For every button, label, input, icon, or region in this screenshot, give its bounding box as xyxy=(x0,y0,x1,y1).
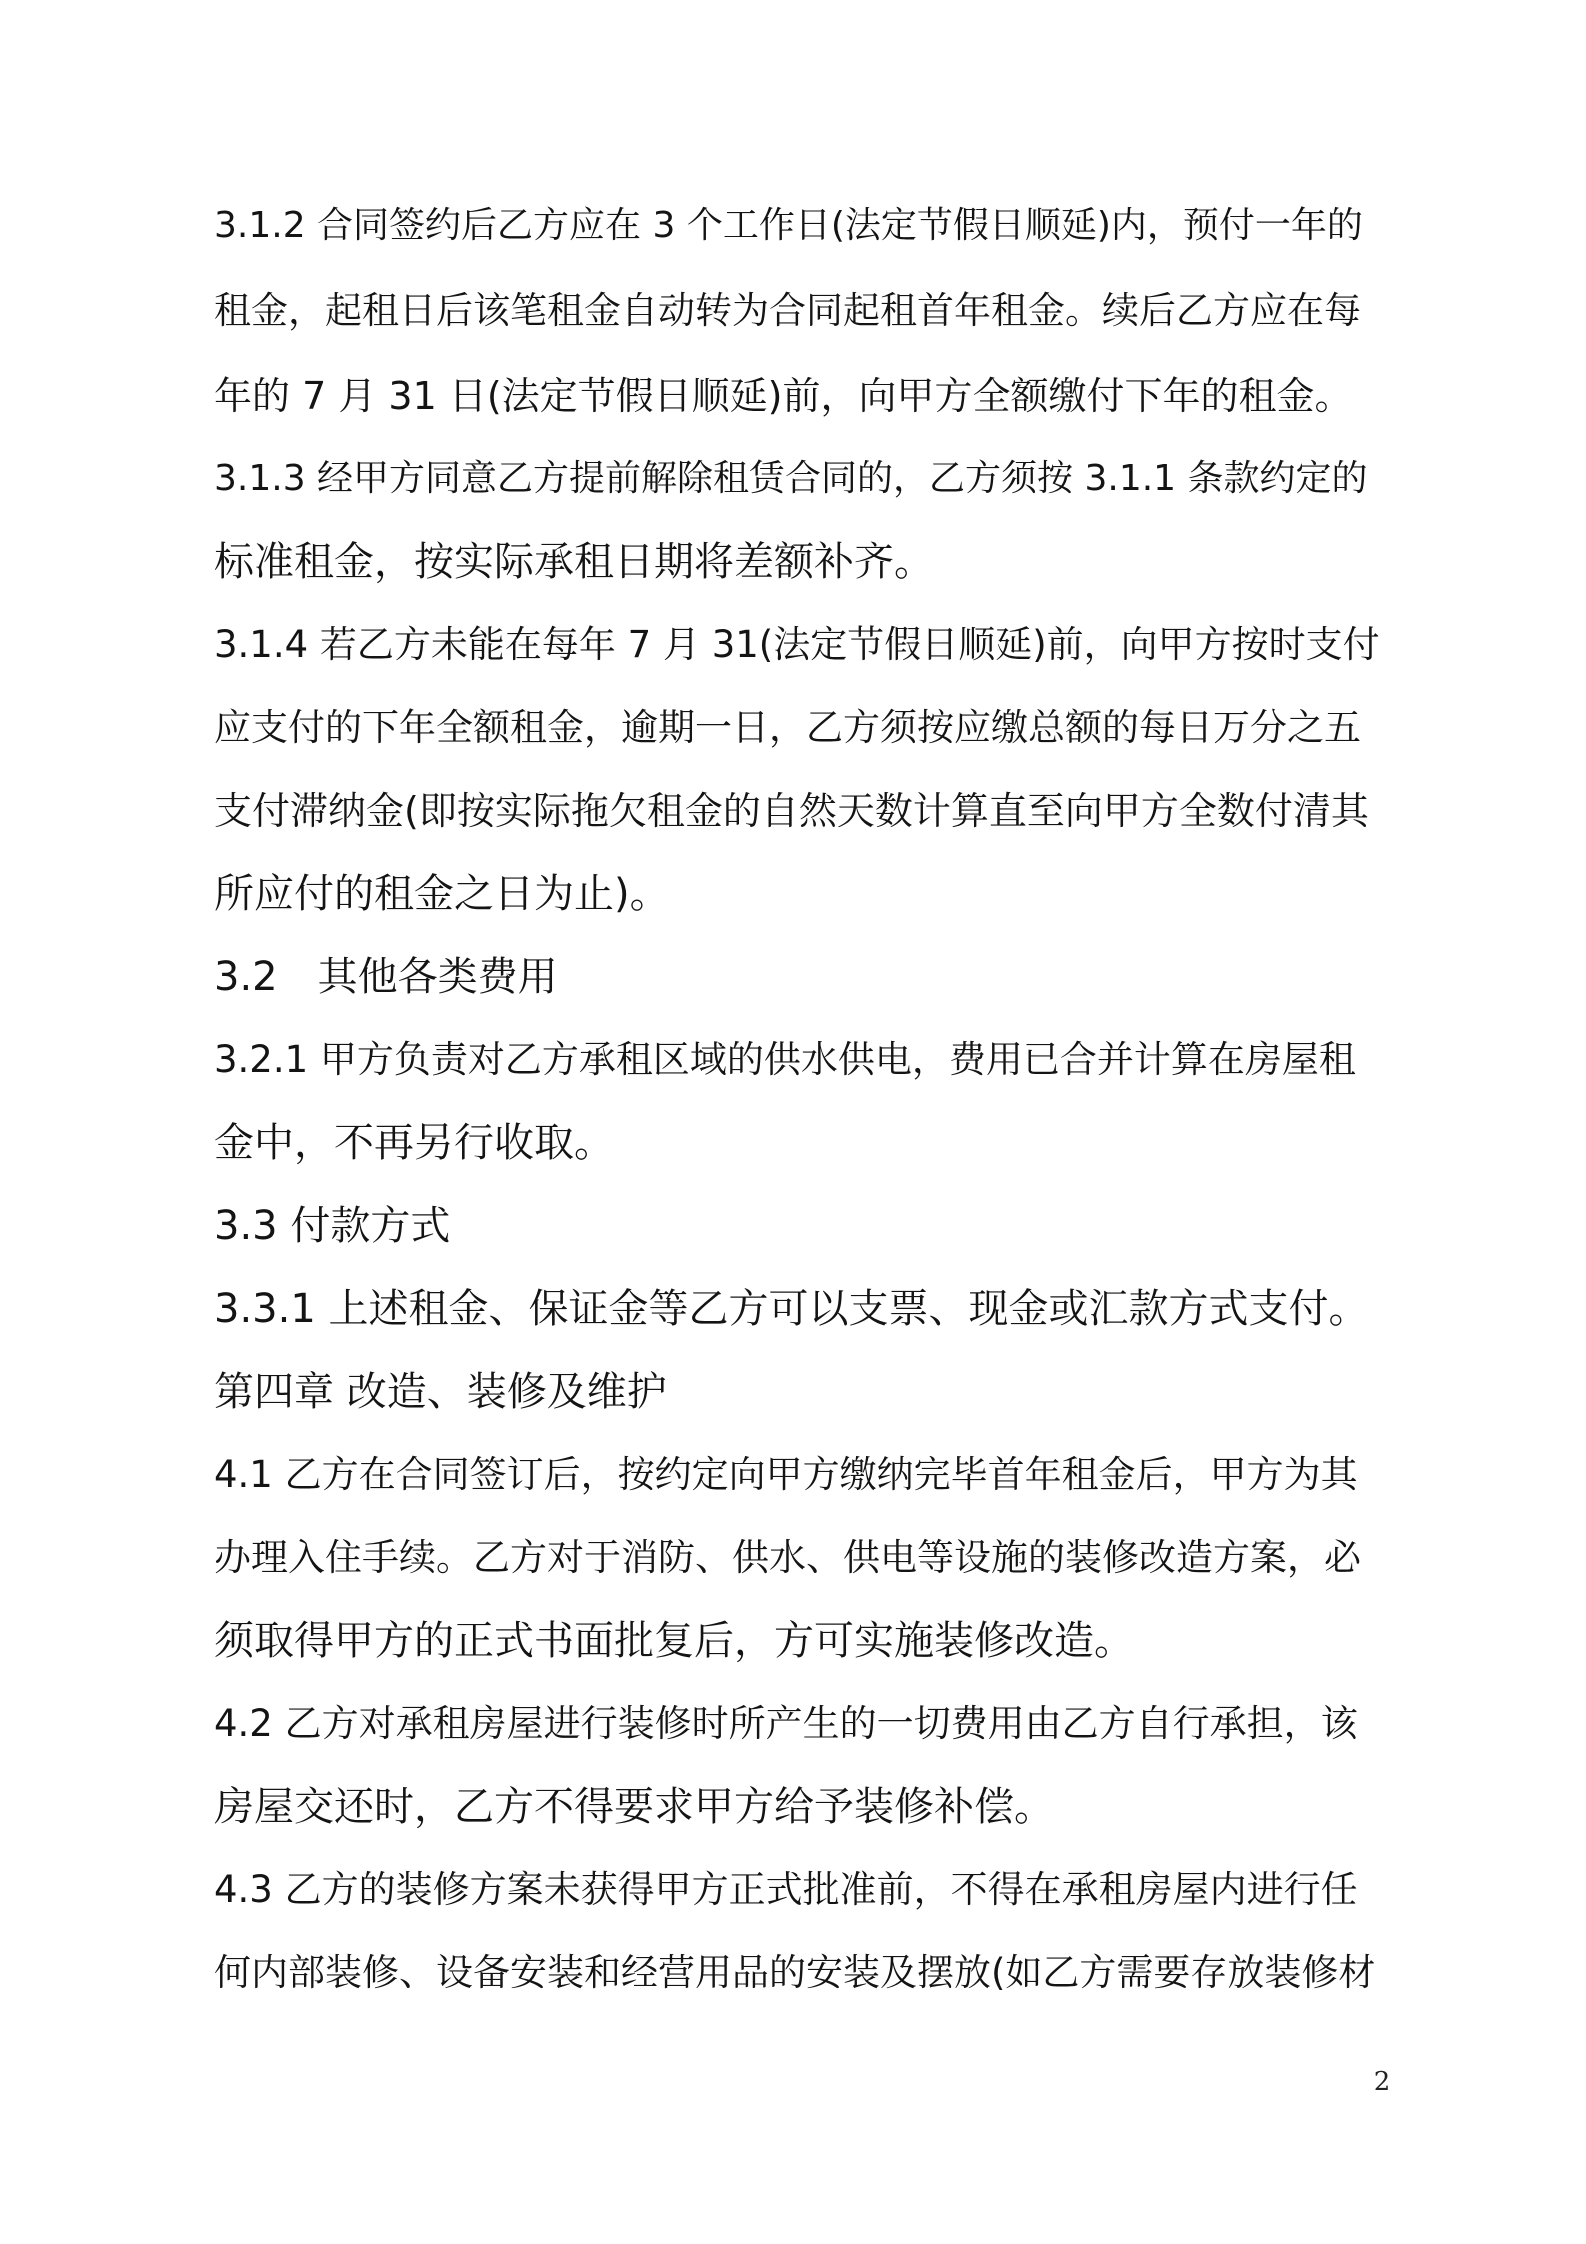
chapter-heading: 第四章 改造、装修及维护 xyxy=(214,1369,667,1415)
text-line: 4.1 乙方在合同签订后，按约定向甲方缴纳完毕首年租金后，甲方为其 xyxy=(214,1453,1358,1496)
text-line: 金中，不再另行收取。 xyxy=(214,1120,614,1166)
text-line: 何内部装修、设备安装和经营用品的安装及摆放(如乙方需要存放装修材 xyxy=(214,1951,1376,1994)
section-heading: 3.2 其他各类费用 xyxy=(214,954,558,1000)
text-line: 所应付的租金之日为止)。 xyxy=(214,871,670,917)
text-line: 3.1.2 合同签约后乙方应在 3 个工作日(法定节假日顺延)内，预付一年的 xyxy=(214,205,1363,246)
text-line: 办理入住手续。乙方对于消防、供水、供电等设施的装修改造方案，必 xyxy=(214,1536,1361,1579)
text-line: 3.2.1 甲方负责对乙方承租区域的供水供电，费用已合并计算在房屋租 xyxy=(214,1038,1356,1081)
text-line: 房屋交还时，乙方不得要求甲方给予装修补偿。 xyxy=(214,1784,1054,1830)
text-line: 3.3.1 上述租金、保证金等乙方可以支票、现金或汇款方式支付。 xyxy=(214,1286,1369,1332)
text-line: 3.1.3 经甲方同意乙方提前解除租赁合同的，乙方须按 3.1.1 条款约定的 xyxy=(214,458,1368,499)
text-line: 3.1.4 若乙方未能在每年 7 月 31(法定节假日顺延)前，向甲方按时支付 xyxy=(214,623,1380,666)
text-line: 须取得甲方的正式书面批复后，方可实施装修改造。 xyxy=(214,1618,1134,1664)
section-heading: 3.3 付款方式 xyxy=(214,1203,451,1249)
text-line: 应支付的下年全额租金，逾期一日，乙方须按应缴总额的每日万分之五 xyxy=(214,706,1361,749)
text-line: 年的 7 月 31 日(法定节假日顺延)前，向甲方全额缴付下年的租金。 xyxy=(214,374,1353,418)
page-number: 2 xyxy=(1373,2067,1391,2097)
text-line: 标准租金，按实际承租日期将差额补齐。 xyxy=(214,539,934,585)
text-line: 4.3 乙方的装修方案未获得甲方正式批准前，不得在承租房屋内进行任 xyxy=(214,1868,1358,1911)
text-line: 4.2 乙方对承租房屋进行装修时所产生的一切费用由乙方自行承担，该 xyxy=(214,1702,1358,1745)
text-line: 支付滞纳金(即按实际拖欠租金的自然天数计算直至向甲方全数付清其 xyxy=(214,789,1369,833)
text-line: 租金，起租日后该笔租金自动转为合同起租首年租金。续后乙方应在每 xyxy=(214,289,1361,332)
